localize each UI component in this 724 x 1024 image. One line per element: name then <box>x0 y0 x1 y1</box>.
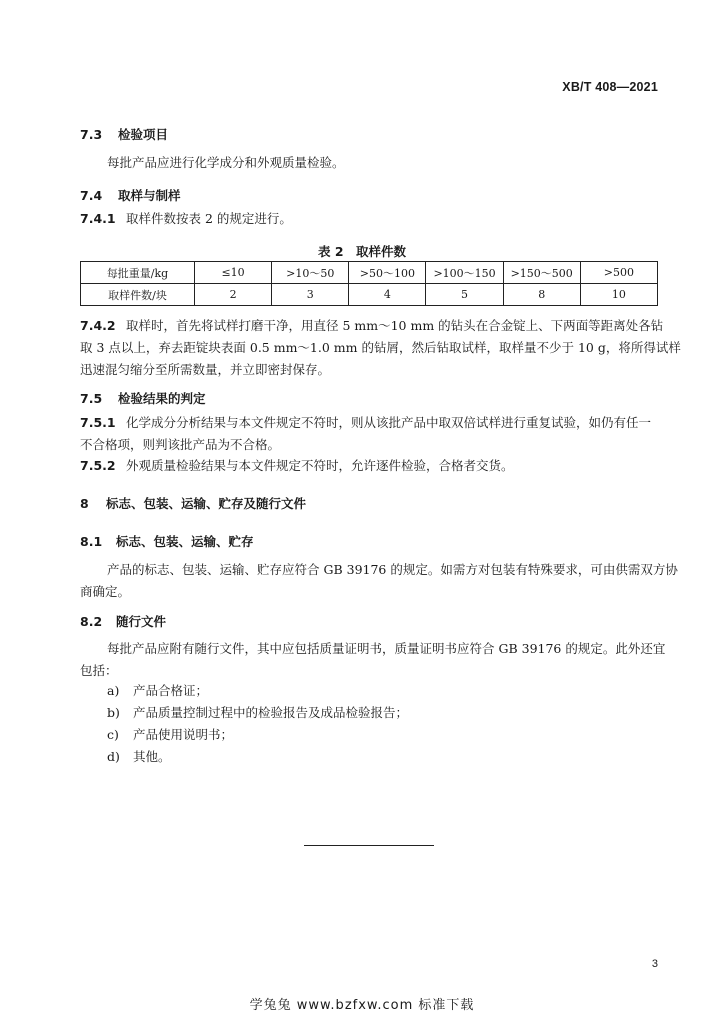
list-label: b) <box>107 705 120 720</box>
list-item <box>107 702 408 724</box>
section-title: 检验项目 <box>118 127 169 142</box>
section-7-4-2 <box>80 315 681 381</box>
clause-line: 化学成分分析结果与本文件规定不符时，则从该批产品中取双倍试样进行重复试验，如仍有任一 <box>126 415 652 430</box>
section-8-2-heading <box>80 612 166 630</box>
table-cell: 2 <box>195 284 272 306</box>
table-cell: ≤10 <box>195 262 272 284</box>
paragraph-line: 产品的标志、包装、运输、贮存应符合 GB 39176 的规定。如需方对包装有特殊要求，可由供需双方协 <box>107 562 678 577</box>
paragraph-line: 每批产品应附有随行文件，其中应包括质量证明书，质量证明书应符合 GB 39176 的规定。此外还宜 <box>107 641 666 656</box>
paragraph-line: 商确定。 <box>80 584 131 599</box>
section-8-1-heading <box>80 532 254 550</box>
end-rule <box>304 845 434 846</box>
table-2-caption: 表 2 取样件数 <box>317 244 407 259</box>
table-cell: 每批重量/kg <box>81 262 195 284</box>
list-item <box>107 680 408 702</box>
table-cell: 8 <box>503 284 580 306</box>
list-text: 产品合格证； <box>133 683 209 698</box>
section-number: 7.3 <box>80 127 103 142</box>
section-7-4-heading <box>80 186 181 204</box>
clause-number: 7.5.2 <box>80 458 116 473</box>
clause-text: 取样件数按表 2 的规定进行。 <box>126 211 292 226</box>
section-7-5-1 <box>80 412 651 456</box>
table-cell: >500 <box>580 262 657 284</box>
section-7-5-heading <box>80 389 206 407</box>
table-cell: >50～100 <box>349 262 426 284</box>
section-7-3-text: 每批产品应进行化学成分和外观质量检验。 <box>107 155 345 170</box>
table-cell: >10～50 <box>272 262 349 284</box>
list-label: a) <box>107 683 120 698</box>
section-8-2-list <box>107 680 408 768</box>
clause-text: 外观质量检验结果与本文件规定不符时，允许逐件检验，合格者交货。 <box>126 458 514 473</box>
list-label: c) <box>107 727 119 742</box>
section-7-3-heading <box>80 125 168 143</box>
section-number: 8 <box>80 496 89 511</box>
table-cell: 3 <box>272 284 349 306</box>
table-cell: 5 <box>426 284 503 306</box>
list-text: 其他。 <box>133 749 171 764</box>
section-title: 标志、包装、运输、贮存 <box>116 534 254 549</box>
section-title: 标志、包装、运输、贮存及随行文件 <box>106 496 307 511</box>
list-label: d) <box>107 749 120 764</box>
section-7-4-1 <box>80 208 292 230</box>
table-cell: 10 <box>580 284 657 306</box>
section-title: 检验结果的判定 <box>118 391 206 406</box>
section-8-2-text <box>80 638 665 682</box>
clause-line: 不合格项，则判该批产品为不合格。 <box>80 437 281 452</box>
section-7-5-2 <box>80 455 514 477</box>
table-row-count <box>81 284 658 306</box>
clause-line: 迅速混匀缩分至所需数量，并立即密封保存。 <box>80 362 331 377</box>
clause-line: 取 3 点以上，弃去距锭块表面 0.5 mm～1.0 mm 的钻屑，然后钻取试样，取样量不少于 10 g，将所得试样 <box>80 340 681 355</box>
clause-number: 7.5.1 <box>80 415 116 430</box>
sampling-table <box>80 261 658 306</box>
section-number: 7.5 <box>80 391 103 406</box>
list-text: 产品使用说明书； <box>133 727 234 742</box>
footer-watermark: 学兔兔 www.bzfxw.com 标准下载 <box>249 998 475 1013</box>
table-cell: 取样件数/块 <box>81 284 195 306</box>
page-number: 3 <box>651 958 658 970</box>
section-number: 8.1 <box>80 534 103 549</box>
section-number: 8.2 <box>80 614 103 629</box>
clause-number: 7.4.2 <box>80 318 116 333</box>
list-item <box>107 746 408 768</box>
clause-number: 7.4.1 <box>80 211 116 226</box>
table-cell: >100～150 <box>426 262 503 284</box>
table-cell: 4 <box>349 284 426 306</box>
clause-line: 取样时，首先将试样打磨干净，用直径 5 mm～10 mm 的钻头在合金锭上、下两面等距离处各钻 <box>126 318 664 333</box>
list-item <box>107 724 408 746</box>
section-number: 7.4 <box>80 188 103 203</box>
section-title: 取样与制样 <box>118 188 181 203</box>
table-cell: >150～500 <box>503 262 580 284</box>
section-title: 随行文件 <box>116 614 167 629</box>
table-row-weight <box>81 262 658 284</box>
paragraph-line: 包括： <box>80 663 118 678</box>
section-8-1-text <box>80 559 678 603</box>
section-8-heading <box>80 494 306 512</box>
document-id-header: XB/T 408—2021 <box>562 80 658 94</box>
list-text: 产品质量控制过程中的检验报告及成品检验报告； <box>133 705 409 720</box>
